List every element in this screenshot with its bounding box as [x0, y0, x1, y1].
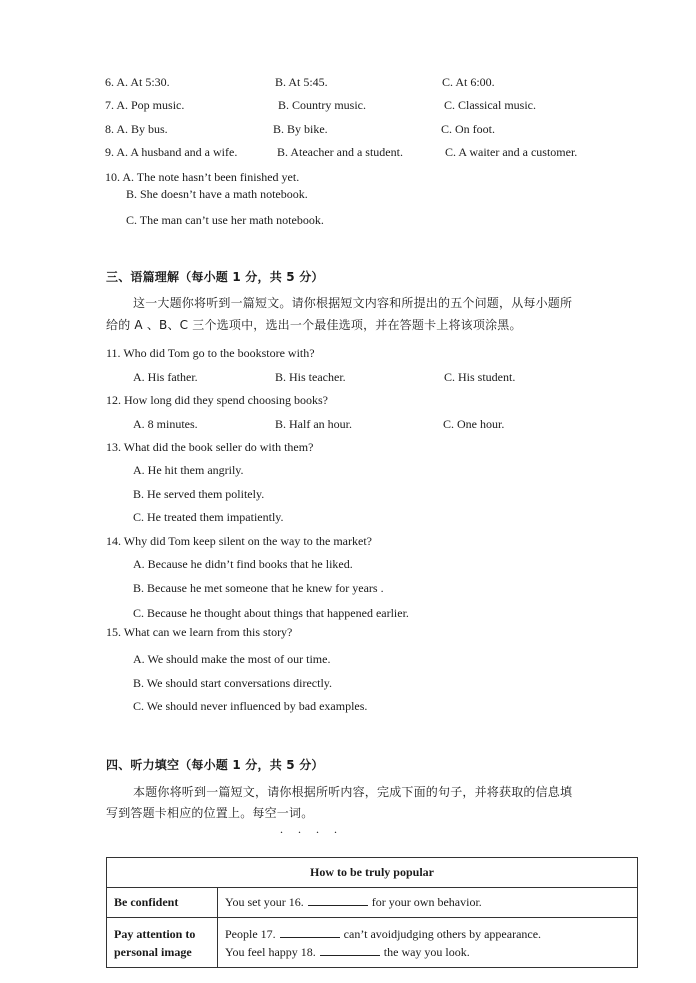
q13-option-c[interactable]: C. He treated them impatiently. — [133, 510, 284, 524]
table-title-row — [107, 858, 638, 888]
q6-number: 6. — [105, 75, 114, 89]
row1-label: Be confident — [107, 888, 218, 918]
q15-option-b[interactable]: B. We should start conversations directly. — [133, 676, 332, 690]
q11-option-a[interactable]: A. His father. — [133, 370, 198, 384]
emphasis-dots: . . . . — [280, 822, 343, 836]
q11-option-c[interactable]: C. His student. — [444, 370, 516, 384]
q12-stem: 12. How long did they spend choosing books? — [106, 393, 328, 407]
section3-instruction-line1: 这一大题你将听到一篇短文。请你根据短文内容和所提出的五个问题，从每小题所 — [133, 296, 573, 310]
q8-option-b[interactable]: B. By bike. — [273, 122, 328, 136]
row2-label-line1: Pay attention to — [114, 926, 196, 941]
q10-number-and-option-a — [105, 171, 299, 183]
q9-number-and-option-a — [105, 146, 237, 158]
q7-number: 7. — [105, 98, 114, 112]
q6-number-and-option-a — [105, 76, 170, 88]
q8-number: 8. — [105, 122, 114, 136]
q13-stem: 13. What did the book seller do with them? — [106, 440, 314, 454]
q11-stem: 11. Who did Tom go to the bookstore with? — [106, 346, 315, 360]
q9-option-b[interactable]: B. Ateacher and a student. — [277, 145, 403, 159]
section3-heading: 三、语篇理解（每小题 1 分，共 5 分） — [106, 270, 324, 284]
q14-option-b[interactable]: B. Because he met someone that he knew for years . — [133, 581, 384, 595]
q10-option-c[interactable]: C. The man can’t use her math notebook. — [126, 213, 324, 227]
q6-option-c[interactable]: C. At 6:00. — [442, 75, 495, 89]
q8-option-a[interactable]: A. By bus. — [116, 122, 168, 136]
q6-option-b[interactable]: B. At 5:45. — [275, 75, 328, 89]
q7-option-b[interactable]: B. Country music. — [278, 98, 367, 112]
q8-number-and-option-a — [105, 123, 168, 135]
section4-instruction-line2: 写到答题卡相应的位置上。每空一词。 — [106, 806, 314, 820]
q13-option-a[interactable]: A. He hit them angrily. — [133, 463, 244, 477]
q9-option-c[interactable]: C. A waiter and a customer. — [445, 145, 578, 159]
row1-content — [218, 888, 638, 918]
blank-16[interactable] — [308, 895, 368, 906]
q12-option-a[interactable]: A. 8 minutes. — [133, 417, 198, 431]
blank-17[interactable] — [280, 927, 340, 938]
table-row — [107, 918, 638, 968]
blank-18[interactable] — [320, 945, 380, 956]
q7-number-and-option-a — [105, 99, 184, 111]
row2-label — [107, 918, 218, 968]
q15-stem: 15. What can we learn from this story? — [106, 625, 293, 639]
q6-option-a[interactable]: A. At 5:30. — [116, 75, 170, 89]
q13-option-b[interactable]: B. He served them politely. — [133, 487, 265, 501]
row2-label-line2: personal image — [114, 944, 192, 959]
q14-option-a[interactable]: A. Because he didn’t find books that he liked. — [133, 557, 353, 571]
q15-option-c[interactable]: C. We should never influenced by bad examples. — [133, 699, 368, 713]
q10-option-b[interactable]: B. She doesn’t have a math notebook. — [126, 187, 308, 201]
q14-option-c[interactable]: C. Because he thought about things that happened earlier. — [133, 606, 409, 620]
section4-instruction-line1: 本题你将听到一篇短文，请你根据所听内容，完成下面的句子，并将获取的信息填 — [133, 785, 573, 799]
fill-in-table — [106, 857, 638, 968]
q10-number: 10. — [105, 170, 120, 184]
row2-content — [218, 918, 638, 968]
row1-pre: You set your 16. — [225, 895, 304, 909]
row2-line2-pre: You feel happy 18. — [225, 944, 316, 959]
q12-option-b[interactable]: B. Half an hour. — [275, 417, 352, 431]
q7-option-a[interactable]: A. Pop music. — [116, 98, 185, 112]
table-title: How to be truly popular — [107, 858, 638, 888]
row1-post: for your own behavior. — [371, 895, 482, 909]
table-row — [107, 888, 638, 918]
row2-line1-pre: People 17. — [225, 926, 276, 941]
q9-option-a[interactable]: A. A husband and a wife. — [116, 145, 238, 159]
row2-line2-post: the way you look. — [383, 944, 470, 959]
q15-option-a[interactable]: A. We should make the most of our time. — [133, 652, 331, 666]
q12-option-c[interactable]: C. One hour. — [443, 417, 505, 431]
section4-heading: 四、听力填空（每小题 1 分，共 5 分） — [106, 758, 324, 772]
q10-option-a[interactable]: A. The note hasn’t been finished yet. — [122, 170, 300, 184]
q11-option-b[interactable]: B. His teacher. — [275, 370, 346, 384]
section3-instruction-line2: 给的 A 、B、C 三个选项中，选出一个最佳选项，并在答题卡上将该项涂黑。 — [106, 318, 522, 332]
q8-option-c[interactable]: C. On foot. — [441, 122, 495, 136]
q7-option-c[interactable]: C. Classical music. — [444, 98, 536, 112]
q14-stem: 14. Why did Tom keep silent on the way to the market? — [106, 534, 372, 548]
q9-number: 9. — [105, 145, 114, 159]
row2-line1-post: can’t avoidjudging others by appearance. — [343, 926, 542, 941]
